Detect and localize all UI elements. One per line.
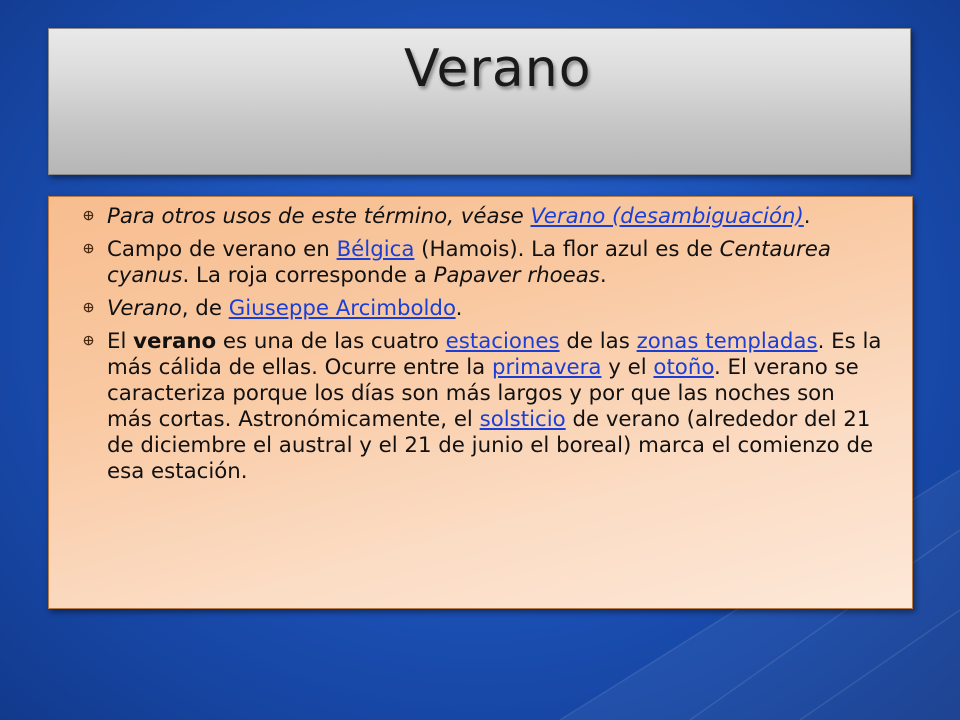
- campo-text-3: . La roja corresponde a: [182, 263, 434, 288]
- bullet-item-disambiguation: [83, 204, 882, 230]
- species-papaver: Papaver rhoeas: [433, 263, 600, 288]
- campo-text-2: (Hamois). La flor azul es de: [414, 237, 720, 262]
- definition-text-1: El: [107, 329, 134, 354]
- arcimboldo-text: , de: [181, 296, 229, 321]
- link-giuseppe-arcimboldo[interactable]: Giuseppe Arcimboldo: [228, 296, 456, 321]
- definition-text-7: de verano (alrededor del 21 de diciembre el austral y el 21 de junio el boreal) marca el comienzo de esa estación.: [107, 407, 874, 484]
- definition-text-2: es una de las cuatro: [216, 329, 446, 354]
- disambiguation-period: .: [803, 204, 811, 229]
- circled-cross-bullet-icon: [83, 243, 94, 254]
- definition-text-3: de las: [559, 329, 637, 354]
- link-primavera[interactable]: primavera: [491, 355, 602, 380]
- link-belgica[interactable]: Bélgica: [336, 237, 415, 262]
- campo-text: Campo de verano en: [107, 237, 337, 262]
- definition-text-6: . El verano se caracteriza porque los días son más largos y por que las noches son más cortas. Astronómicamente, el: [107, 355, 859, 432]
- content-placeholder: [48, 196, 913, 609]
- title-placeholder: [48, 28, 911, 175]
- bullet-item-arcimboldo: [83, 296, 882, 322]
- circled-cross-bullet-icon: [83, 210, 94, 221]
- species-centaurea: Centaurea cyanus: [107, 237, 831, 288]
- definition-text-4: . Es la más cálida de ellas. Ocurre entre la: [107, 329, 882, 380]
- link-verano-desambiguacion[interactable]: Verano (desambiguación): [530, 204, 804, 229]
- disambiguation-text: Para otros usos de este término, véase: [107, 204, 531, 229]
- bullet-list: [83, 204, 882, 485]
- campo-period: .: [599, 263, 607, 288]
- link-otono[interactable]: otoño: [653, 355, 714, 380]
- definition-bold-term: verano: [133, 329, 217, 354]
- arcimboldo-period: .: [455, 296, 463, 321]
- definition-text-5: y el: [601, 355, 654, 380]
- link-estaciones[interactable]: estaciones: [445, 329, 560, 354]
- link-solsticio[interactable]: solsticio: [479, 407, 566, 432]
- circled-cross-bullet-icon: [83, 302, 94, 313]
- slide-title: Verano: [404, 39, 592, 99]
- circled-cross-bullet-icon: [83, 335, 94, 346]
- bullet-item-campo: [83, 237, 882, 289]
- bullet-item-definition: [83, 329, 882, 485]
- link-zonas-templadas[interactable]: zonas templadas: [636, 329, 818, 354]
- work-title: Verano: [107, 296, 182, 321]
